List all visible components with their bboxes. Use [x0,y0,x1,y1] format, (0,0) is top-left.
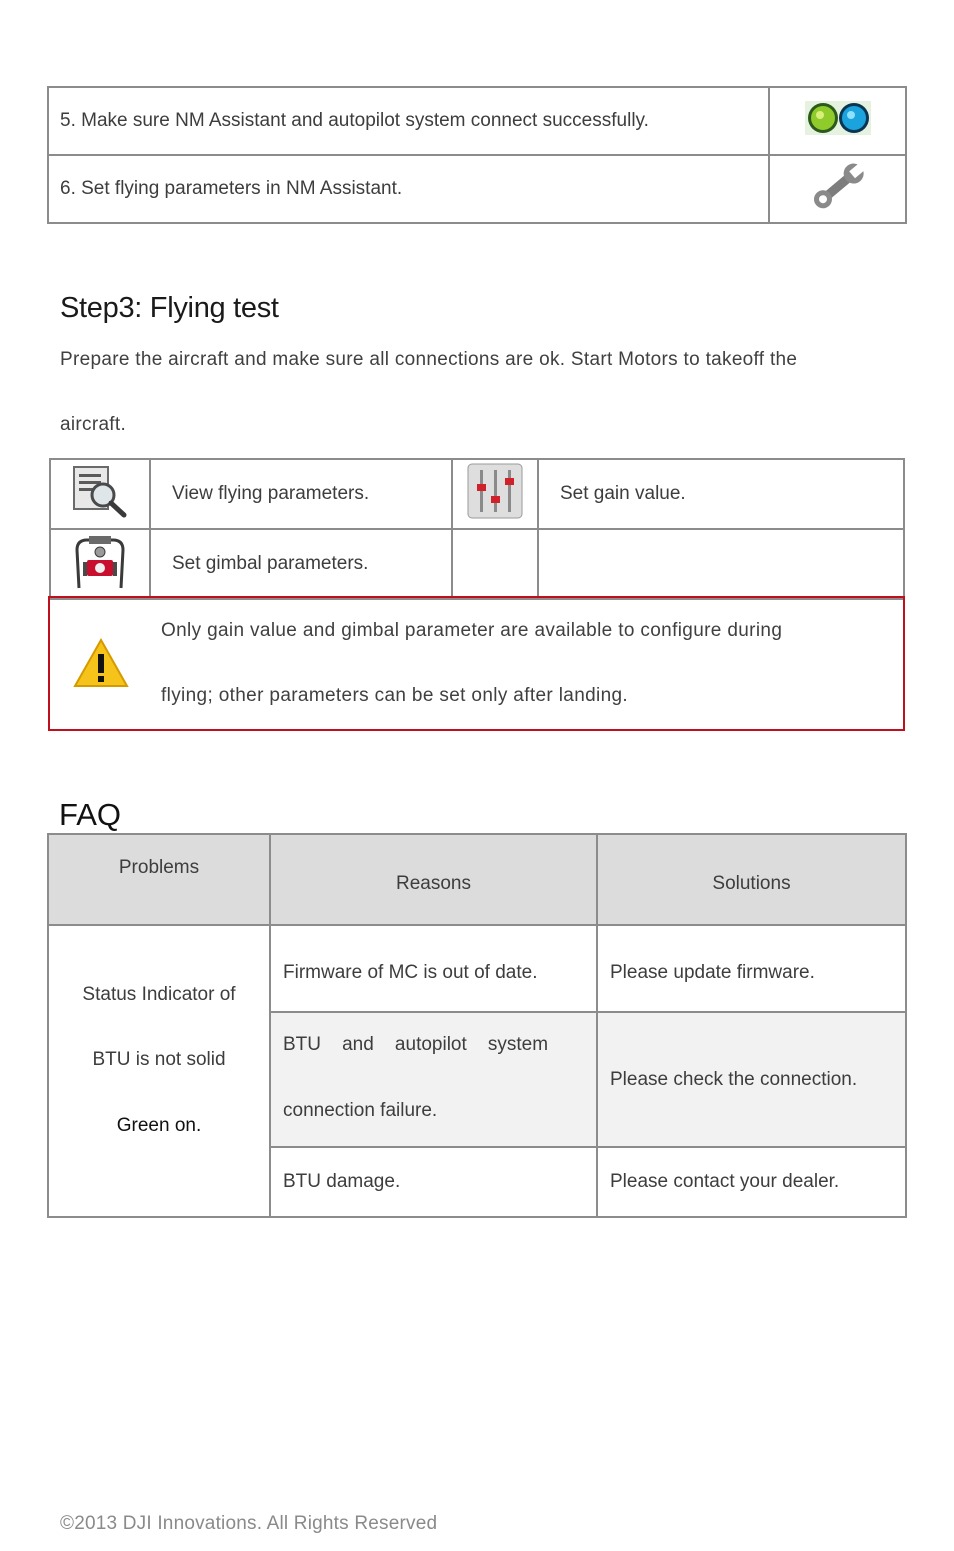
solutions-header: Solutions [597,834,906,925]
solution-cell: Please update firmware. [597,925,906,1012]
view-params-label: View flying parameters. [150,459,452,529]
table-row [48,925,906,1012]
table-row [50,529,904,599]
reason-line: connection failure. [283,1100,438,1121]
problems-header: Problems [48,834,270,925]
reason-cell: Firmware of MC is out of date. [270,925,597,1012]
empty-cell [538,529,904,599]
table-row [48,155,906,223]
paragraph-line: aircraft. [60,414,127,435]
table-row [48,87,906,155]
step-5-text: 5. Make sure NM Assistant and autopilot system connect successfully. [48,87,769,155]
reason-cell [270,1012,597,1147]
faq-title: FAQ [59,797,122,832]
problem-cell [48,925,270,1217]
warning-text-line: Only gain value and gimbal parameter are available to configure during [161,620,783,641]
solution-cell: Please check the connection. [597,1012,906,1147]
set-gain-label: Set gain value. [538,459,904,529]
table-header-row [48,834,906,925]
warning-text-line: flying; other parameters can be set only after landing. [161,685,629,706]
reasons-header: Reasons [270,834,597,925]
problem-line: Green on. [116,1115,202,1136]
footer-copyright: ©2013 DJI Innovations. All Rights Reserved [60,1513,438,1534]
empty-cell [452,529,538,599]
gimbal-icon [50,529,150,599]
set-gimbal-label: Set gimbal parameters. [150,529,452,599]
paragraph-line: Prepare the aircraft and make sure all connections are ok. Start Motors to takeoff the [60,349,798,370]
warning-icon [73,638,129,693]
problem-line: Status Indicator of [82,984,236,1005]
steps-table [47,86,907,224]
icon-table [49,458,905,600]
view-params-icon [50,459,150,529]
table-row [50,459,904,529]
reason-line: BTU and autopilot system [283,1034,549,1055]
step-6-text: 6. Set flying parameters in NM Assistant. [48,155,769,223]
warning-box [48,596,905,731]
faq-table [47,833,907,1218]
connection-status-icon [769,87,906,155]
problem-line: BTU is not solid [92,1049,226,1070]
wrench-icon [769,155,906,223]
section-title: Step3: Flying test [60,292,279,324]
reason-cell: BTU damage. [270,1147,597,1217]
solution-cell: Please contact your dealer. [597,1147,906,1217]
gain-sliders-icon [452,459,538,529]
